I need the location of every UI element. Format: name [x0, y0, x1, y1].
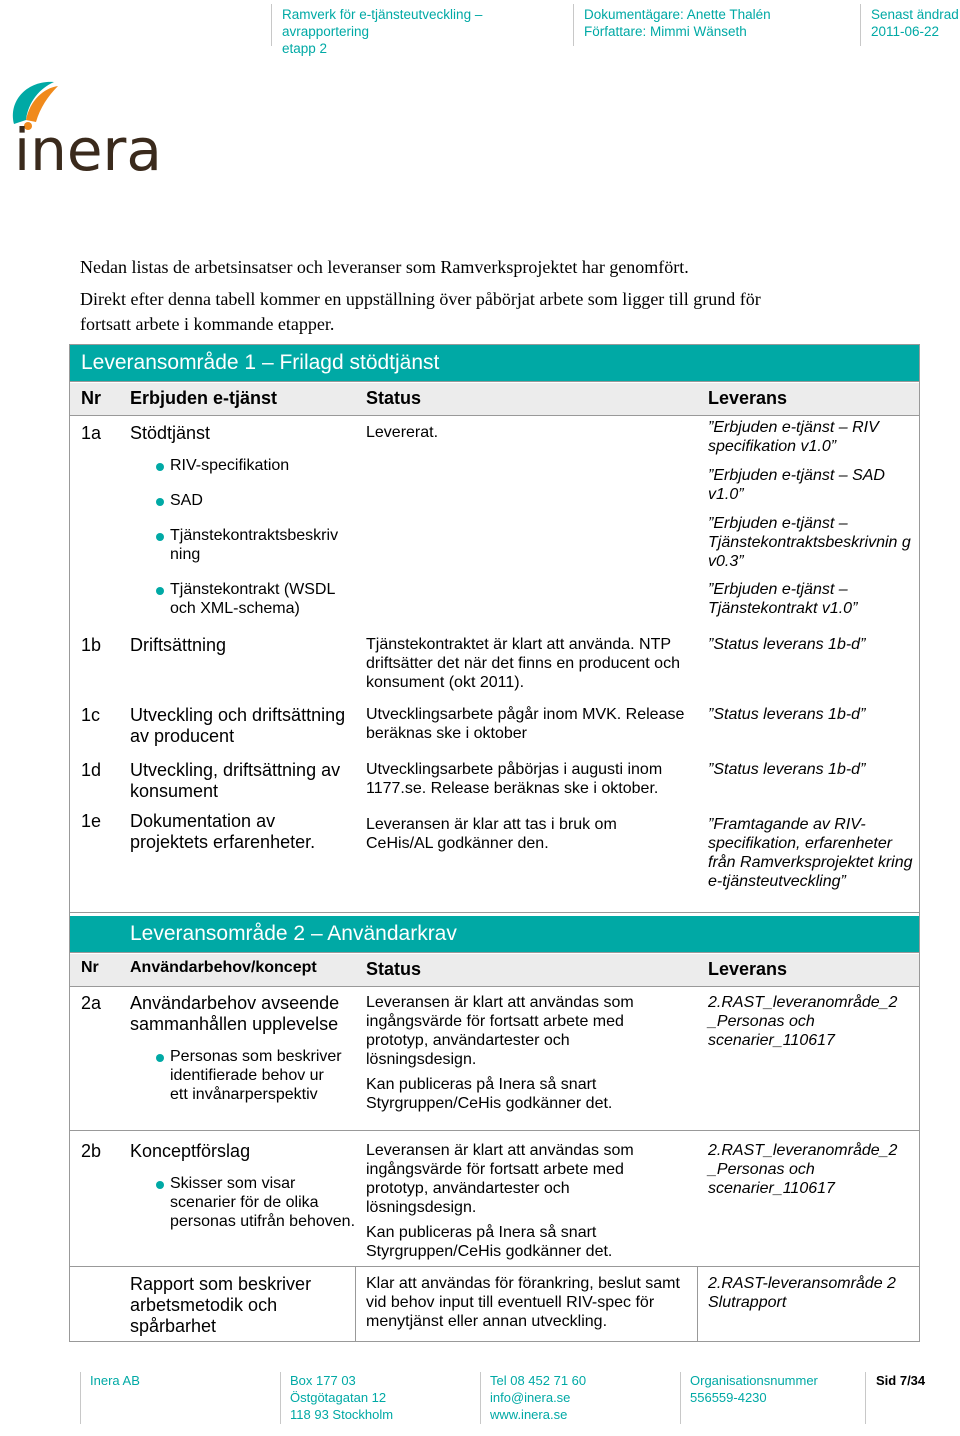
inera-logo-graphic [6, 76, 166, 176]
table-rule [355, 1266, 356, 1341]
logo-text: inera [14, 116, 162, 176]
row-1b-delivery: ”Status leverans 1b-d” [708, 636, 866, 653]
table-rule [70, 1130, 919, 1131]
row-1a-service: Stödtjänst [130, 423, 211, 443]
header-changed-date: 2011-06-22 [871, 24, 940, 39]
header-project [282, 6, 567, 57]
footer-web[interactable]: www.inera.se [490, 1407, 568, 1422]
footer-org [690, 1372, 818, 1406]
row-1c-delivery: ”Status leverans 1b-d” [708, 706, 866, 723]
footer-divider [680, 1372, 681, 1424]
col-nr: Nr [81, 388, 102, 408]
bullet-dot [156, 498, 164, 506]
row-2b-bullet [156, 1174, 356, 1231]
footer-divider [80, 1372, 81, 1424]
row-2c-status: Klar att användas för förankring, beslut samt vid behov input till eventuell RIV-spec för menytjänst eller annan utveckling. [366, 1275, 680, 1330]
intro-paragraph-1: Nedan listas de arbetsinsatser och leveranser som Ramverksprojektet har genomfört. [80, 257, 689, 277]
footer-company: Inera AB [90, 1373, 140, 1388]
row-1a-status: Levererat. [366, 424, 439, 441]
row-1a-delivery: ”Erbjuden e-tjänst – Tjänstekontraktsbeskrivnin g v0.3” [708, 515, 911, 570]
header-owner-block [584, 6, 844, 40]
footer-org-label: Organisationsnummer [690, 1373, 818, 1388]
section2-band [70, 916, 919, 952]
section1-band [70, 345, 919, 381]
footer-contact [490, 1372, 586, 1423]
deliverables-table [69, 344, 920, 1342]
table-rule [70, 952, 919, 953]
header-author: Författare: Mimmi Wänseth [584, 24, 747, 39]
row-1c-status: Utvecklingsarbete pågår inom MVK. Release beräknas ske i oktober [366, 706, 685, 742]
section2-title: Leveransområde 2 – Användarkrav [130, 922, 457, 945]
header-project-line2: etapp 2 [282, 41, 328, 56]
bullet-text: Personas som beskriver identifierade behov ur ett invånarperspektiv [170, 1048, 342, 1103]
row-2c-service: Rapport som beskriver arbetsmetodik och spårbarhet [130, 1274, 312, 1336]
row-1c-nr: 1c [81, 705, 101, 725]
bullet-text: Tjänstekontrakt (WSDL och XML-schema) [170, 581, 335, 617]
row-1b-service: Driftsättning [130, 635, 227, 655]
header-divider [860, 4, 861, 46]
section2-column-header [70, 954, 919, 986]
row-1a-delivery: ”Erbjuden e-tjänst – Tjänstekontrakt v1.0” [708, 581, 858, 617]
inera-logo [6, 76, 166, 176]
col-delivery: Leverans [708, 388, 788, 408]
row-1b-nr: 1b [81, 635, 102, 655]
header-changed-block [871, 6, 959, 40]
footer-address-line3: 118 93 Stockholm [290, 1407, 394, 1422]
row-1a-bullet [156, 526, 352, 564]
bullet-dot [156, 1181, 164, 1189]
row-1e-service: Dokumentation av projektets erfarenheter. [130, 811, 316, 852]
page-number: Sid 7/34 [876, 1373, 926, 1388]
bullet-text: Tjänstekontraktsbeskriv ning [170, 527, 339, 563]
row-2b-service: Konceptförslag [130, 1141, 251, 1161]
footer-divider [280, 1372, 281, 1424]
row-2b-delivery: 2.RAST_leveranområde_2 _Personas och scenarier_110617 [708, 1142, 898, 1197]
col-nr: Nr [81, 959, 99, 976]
col-service: Erbjuden e-tjänst [130, 388, 278, 408]
row-1e-delivery: ”Framtagande av RIV-specifikation, erfarenheter från Ramverksprojektet kring e-tjänsteutveckling” [708, 816, 913, 890]
row-2a-service: Användarbehov avseende sammanhållen upplevelse [130, 993, 340, 1034]
row-1d-nr: 1d [81, 760, 102, 780]
col-status: Status [366, 959, 422, 979]
bullet-dot [156, 463, 164, 471]
table-rule [70, 415, 919, 416]
col-status: Status [366, 388, 422, 408]
footer-org-number: 556559-4230 [690, 1390, 767, 1405]
row-1e-status: Leveransen är klar att tas i bruk om CeHis/AL godkänner den. [366, 816, 617, 852]
bullet-text: SAD [170, 492, 203, 509]
section1-title: Leveransområde 1 – Frilagd stödtjänst [81, 351, 440, 374]
bullet-text: Skisser som visar scenarier för de olika personas utifrån behoven. [170, 1175, 356, 1230]
col-delivery: Leverans [708, 959, 788, 979]
header-changed-label: Senast ändrad [871, 7, 959, 22]
footer-address [290, 1372, 393, 1423]
bullet-dot [156, 587, 164, 595]
footer-divider [480, 1372, 481, 1424]
col-service: Användarbehov/koncept [130, 959, 317, 976]
bullet-dot [156, 533, 164, 541]
row-2a-status: Leveransen är klart att användas som ingångsvärde för fortsatt arbete med prototyp, användartester och lösningsdesign. [366, 994, 634, 1068]
row-1a-bullet [156, 580, 352, 618]
row-2a-bullet [156, 1047, 346, 1104]
table-rule [70, 912, 919, 913]
table-rule [70, 381, 919, 382]
intro-paragraph-2a: Direkt efter denna tabell kommer en uppställning över påbörjat arbete som ligger till grund för [80, 289, 761, 309]
row-2a-nr: 2a [81, 993, 102, 1013]
row-2c-delivery: 2.RAST-leveransområde 2 Slutrapport [708, 1275, 896, 1311]
footer-phone: Tel 08 452 71 60 [490, 1373, 587, 1388]
row-1d-delivery: ”Status leverans 1b-d” [708, 761, 866, 778]
header-divider [271, 4, 272, 46]
table-rule [70, 1266, 919, 1267]
row-2a-status-note: Kan publiceras på Inera så snart Styrgruppen/CeHis godkänner det. [366, 1076, 613, 1112]
footer-address-line2: Östgötagatan 12 [290, 1390, 387, 1405]
header-project-line1: Ramverk för e-tjänsteutveckling – avrapportering [282, 7, 483, 39]
intro-paragraph-2b: fortsatt arbete i kommande etapper. [80, 314, 335, 334]
row-1c-service: Utveckling och driftsättning av producent [130, 705, 346, 746]
row-2b-nr: 2b [81, 1141, 102, 1161]
bullet-dot [156, 1054, 164, 1062]
page-header [0, 0, 960, 56]
header-owner: Dokumentägare: Anette Thalén [584, 7, 771, 22]
footer-address-line1: Box 177 03 [290, 1373, 356, 1388]
bullet-text: RIV-specifikation [170, 457, 290, 474]
row-1b-status: Tjänstekontraktet är klart att använda. NTP driftsätter det när det finns en producent och konsument (okt 2011). [366, 636, 680, 691]
section1-column-header [70, 383, 919, 415]
row-2a-delivery: 2.RAST_leveranområde_2 _Personas och scenarier_110617 [708, 994, 898, 1049]
row-1a-delivery: ”Erbjuden e-tjänst – SAD v1.0” [708, 467, 885, 503]
row-2b-status: Leveransen är klart att användas som ingångsvärde för fortsatt arbete med prototyp, användartester och lösningsdesign. [366, 1142, 634, 1216]
table-rule [70, 986, 919, 987]
header-divider [573, 4, 574, 46]
row-1a-delivery: ”Erbjuden e-tjänst – RIV specifikation v1.0” [708, 419, 879, 455]
row-1a-nr: 1a [81, 423, 102, 443]
row-2b-status-note: Kan publiceras på Inera så snart Styrgruppen/CeHis godkänner det. [366, 1224, 613, 1260]
footer-divider [865, 1372, 866, 1424]
row-1d-status: Utvecklingsarbete påbörjas i augusti inom 1177.se. Release beräknas ske i oktober. [366, 761, 663, 797]
row-1a-bullet [156, 456, 356, 475]
footer-email[interactable]: info@inera.se [490, 1390, 571, 1405]
table-rule [697, 1266, 698, 1341]
row-1a-bullet [156, 491, 356, 510]
row-1e-nr: 1e [81, 811, 102, 831]
row-1d-service: Utveckling, driftsättning av konsument [130, 760, 341, 801]
